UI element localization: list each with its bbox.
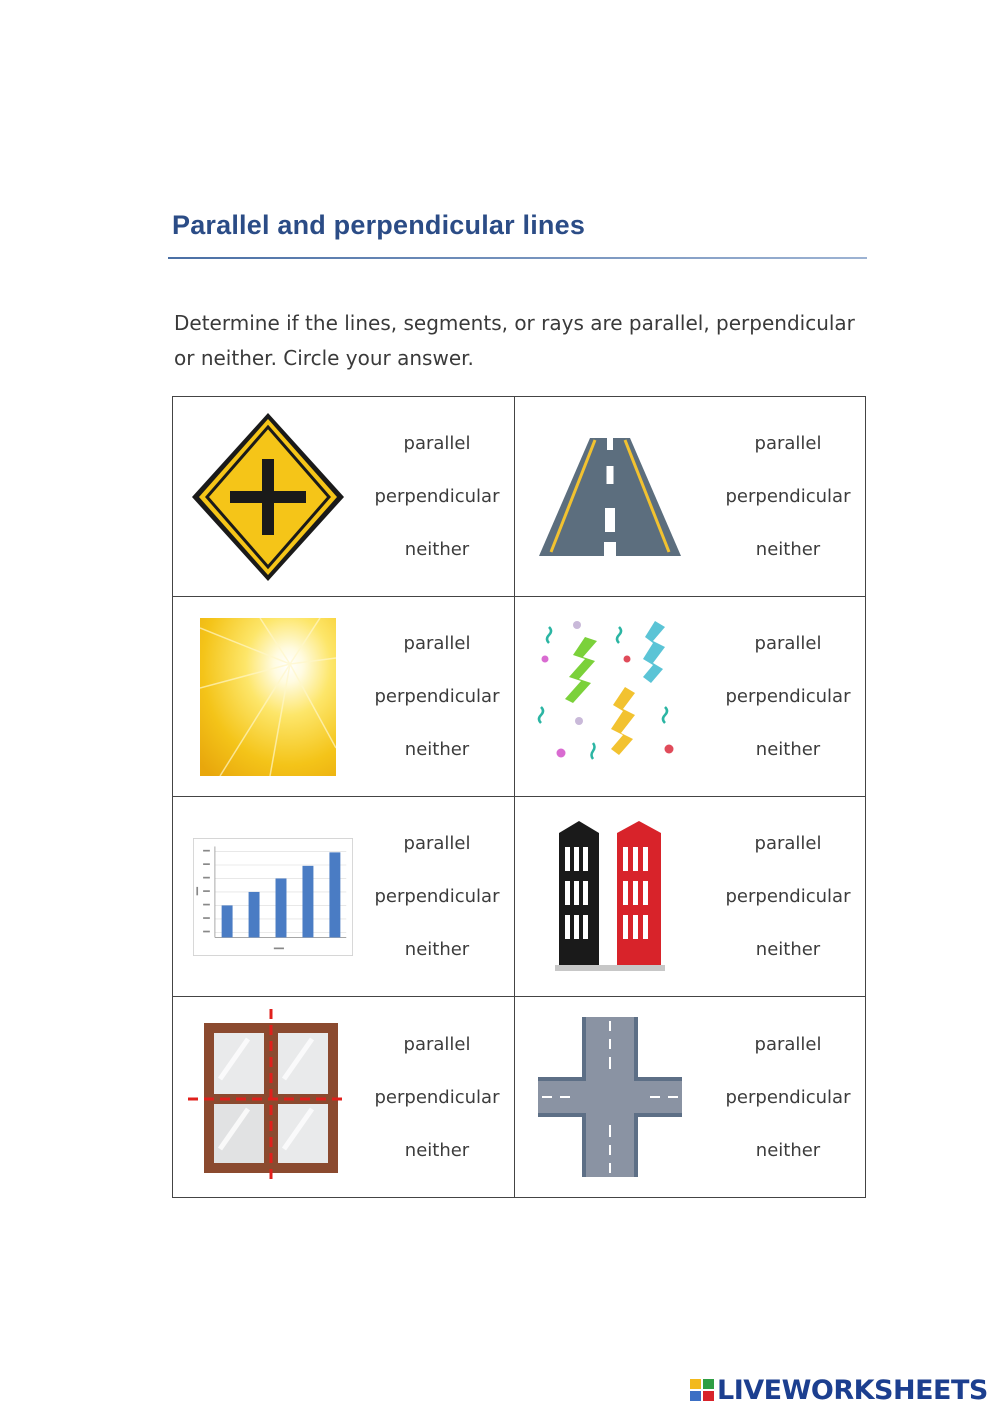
- option-neither[interactable]: neither: [404, 539, 470, 560]
- window-image: [183, 997, 353, 1197]
- instructions: Determine if the lines, segments, or rays are parallel, perpendicular or neither. Circle your answer.: [174, 311, 855, 370]
- question-cell: [515, 597, 865, 797]
- option-neither[interactable]: neither: [755, 539, 821, 560]
- option-parallel[interactable]: parallel: [403, 433, 471, 454]
- question-cell: [173, 997, 515, 1197]
- question-cell: [173, 797, 515, 997]
- answer-options: [721, 797, 855, 996]
- option-neither[interactable]: neither: [404, 1139, 470, 1161]
- sun-rays-image: [183, 597, 353, 796]
- option-parallel[interactable]: parallel: [403, 833, 471, 854]
- buildings-image: [525, 797, 695, 996]
- option-neither[interactable]: neither: [755, 939, 821, 960]
- option-perpendicular[interactable]: perpendicular: [725, 486, 851, 507]
- intersection-image: [525, 997, 695, 1197]
- question-cell: [515, 997, 865, 1197]
- option-perpendicular[interactable]: perpendicular: [725, 1086, 851, 1108]
- option-neither[interactable]: neither: [755, 1139, 821, 1161]
- answer-options: [370, 597, 504, 796]
- option-parallel[interactable]: parallel: [754, 433, 822, 454]
- option-parallel[interactable]: parallel: [754, 1033, 822, 1055]
- option-perpendicular[interactable]: perpendicular: [374, 486, 500, 507]
- option-perpendicular[interactable]: perpendicular: [725, 686, 851, 707]
- option-perpendicular[interactable]: perpendicular: [374, 886, 500, 907]
- answer-options: [370, 397, 504, 596]
- question-cell: [515, 397, 865, 597]
- crossroad-sign-image: [183, 397, 353, 596]
- answer-options: [721, 997, 855, 1197]
- question-cell: [515, 797, 865, 997]
- worksheet-table: [172, 396, 866, 1198]
- option-perpendicular[interactable]: perpendicular: [725, 886, 851, 907]
- question-cell: [173, 397, 515, 597]
- answer-options: [370, 997, 504, 1197]
- option-parallel[interactable]: parallel: [754, 833, 822, 854]
- page-title: Parallel and perpendicular lines: [172, 210, 586, 240]
- option-neither[interactable]: neither: [404, 939, 470, 960]
- bar-chart-image: [183, 797, 353, 996]
- liveworksheets-logo: [690, 1372, 988, 1408]
- title-divider: [168, 257, 867, 259]
- option-neither[interactable]: neither: [755, 739, 821, 760]
- option-perpendicular[interactable]: perpendicular: [374, 686, 500, 707]
- road-image: [525, 397, 695, 596]
- option-parallel[interactable]: parallel: [403, 633, 471, 654]
- option-parallel[interactable]: parallel: [403, 1033, 471, 1055]
- liveworksheets-logo-icon: [690, 1379, 714, 1401]
- answer-options: [721, 597, 855, 796]
- question-cell: [173, 597, 515, 797]
- confetti-image: [525, 597, 695, 796]
- answer-options: [370, 797, 504, 996]
- option-neither[interactable]: neither: [404, 739, 470, 760]
- logo-text: LIVEWORKSHEETS: [717, 1374, 988, 1406]
- option-parallel[interactable]: parallel: [754, 633, 822, 654]
- option-perpendicular[interactable]: perpendicular: [374, 1086, 500, 1108]
- answer-options: [721, 397, 855, 596]
